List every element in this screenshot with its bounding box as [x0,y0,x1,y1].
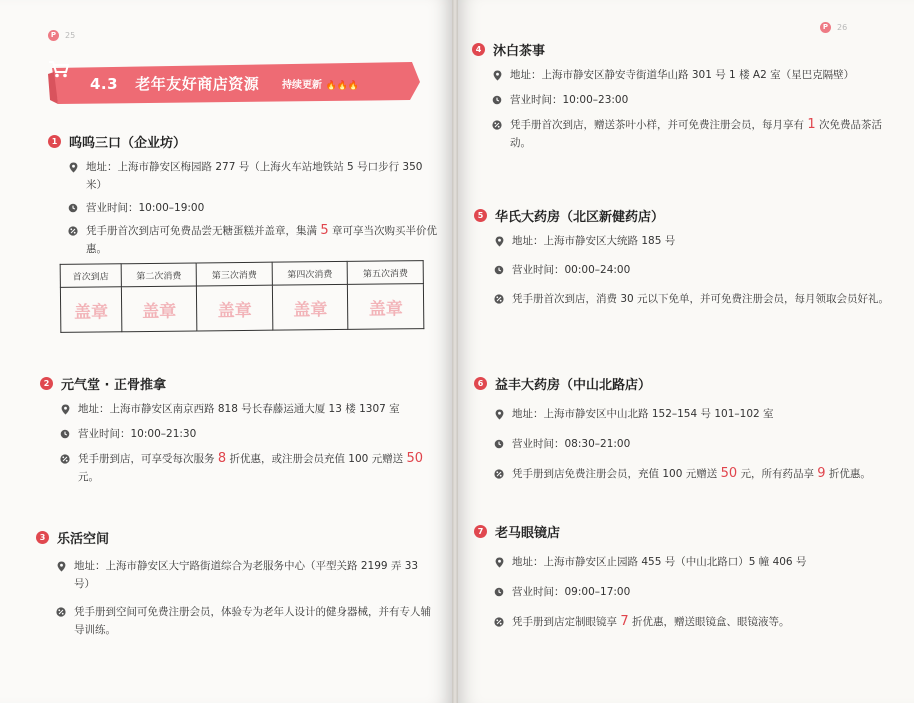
shop-1 [48,132,438,258]
offer-icon [494,469,504,479]
shop-address: 地址：上海市静安区大宁路街道综合为老服务中心（平型关路 2199 弄 33 号） [74,560,419,590]
offer-icon [56,607,66,617]
offer-icon [68,226,78,236]
shop-name: 益丰大药房（中山北路店） [495,378,652,393]
shop-name: 乐活空间 [57,532,110,547]
cart-icon [48,60,70,78]
stamp-cell: 盖章 [121,286,197,332]
shop-name: 呜呜三口（企业坊） [69,136,187,151]
stamp-header: 第三次消费 [196,262,272,286]
shop-offer: 凭手册首次到店，消费 30 元以下免单，并可免费注册会员，每月领取会员好礼。 [512,293,890,305]
page-logo-icon: P [48,30,59,41]
shop-offer: 凭手册到店定制眼镜享 7 折优惠，赠送眼镜盒、眼镜液等。 [512,614,790,629]
page-number-left: P 25 [48,30,75,41]
offer-icon [494,294,504,304]
shop-hours: 营业时间：08:30–21:00 [512,438,631,450]
shop-7 [474,522,894,631]
stamp-header: 第二次消费 [121,263,197,287]
shop-hours: 营业时间：00:00–24:00 [512,264,631,276]
shop-name: 元气堂 · 正骨推拿 [61,378,166,393]
shop-offer: 凭手册到店，可享受每次服务 8 折优惠，或注册会员充值 100 元赠送 50 元。 [78,451,424,483]
shop-number-badge: 1 [48,135,61,148]
clock-icon [494,439,504,449]
shop-address: 地址：上海市静安区梅园路 277 号（上海火车站地铁站 5 号口步行 350 米） [86,161,423,191]
section-banner [48,60,420,106]
pin-icon [492,70,502,80]
pin-icon [56,561,66,571]
shop-address: 地址：上海市静安区大统路 185 号 [512,235,676,247]
stamp-cell: 盖章 [60,287,121,333]
shop-hours: 营业时间：10:00–23:00 [510,94,629,106]
section-title: 4.3 老年友好商店资源 [90,75,260,93]
shop-name: 华氏大药房（北区新健药店） [495,210,665,225]
shop-number-badge: 3 [36,531,49,544]
clock-icon [492,95,502,105]
shop-address: 地址：上海市静安区静安寺街道华山路 301 号 1 楼 A2 室（星巴克隔壁） [510,69,855,81]
shop-number-badge: 2 [40,377,53,390]
shop-2 [40,374,436,486]
shop-address: 地址：上海市静安区南京西路 818 号长春藤运通大厦 13 楼 1307 室 [78,403,400,415]
shop-address: 地址：上海市静安区止园路 455 号（中山北路口）5 幢 406 号 [512,556,807,568]
page-number-right: P 26 [820,22,847,33]
pin-icon [494,557,504,567]
shop-number-badge: 5 [474,209,487,222]
page-logo-icon: P [820,22,831,33]
offer-icon [60,454,70,464]
shop-number-badge: 7 [474,525,487,538]
shop-3 [36,528,436,639]
clock-icon [60,429,70,439]
stamp-cell: 盖章 [348,284,424,330]
stamp-header: 首次到店 [60,264,121,288]
stamp-cell: 盖章 [197,285,273,331]
shop-6 [474,374,894,483]
pin-icon [60,404,70,414]
clock-icon [494,265,504,275]
pin-icon [494,409,504,419]
clock-icon [494,587,504,597]
stamp-header: 第四次消费 [272,261,348,285]
shop-name: 老马眼镜店 [495,526,561,541]
shop-number-badge: 4 [472,43,485,56]
shop-address: 地址：上海市静安区中山北路 152–154 号 101–102 室 [512,408,774,420]
shop-offer: 凭手册首次到店，赠送茶叶小样，并可免费注册会员，每月享有 1 次免费品茶活动。 [510,117,882,149]
flame-icon: 🔥🔥🔥 [325,81,360,91]
stamp-card-table [60,260,425,333]
shop-offer: 凭手册到空间可免费注册会员，体验专为老年人设计的健身器械，并有专人辅导训练。 [74,606,431,636]
shop-hours: 营业时间：09:00–17:00 [512,586,631,598]
update-tag: 持续更新 🔥🔥🔥 [282,80,360,91]
pin-icon [68,162,78,172]
right-page [458,0,914,703]
shop-offer: 凭手册首次到店可免费品尝无糖蛋糕并盖章，集满 5 章可享当次购买半价优惠。 [86,223,437,255]
shop-offer: 凭手册到店免费注册会员，充值 100 元赠送 50 元，所有药品享 9 折优惠。 [512,466,871,481]
shop-name: 沐白茶事 [493,44,546,59]
shop-hours: 营业时间：10:00–19:00 [86,202,205,214]
offer-icon [494,617,504,627]
offer-icon [492,120,502,130]
shop-4 [472,40,892,152]
shop-number-badge: 6 [474,377,487,390]
clock-icon [68,203,78,213]
pin-icon [494,236,504,246]
shop-5 [474,206,894,308]
stamp-cell: 盖章 [272,284,348,330]
stamp-header: 第五次消费 [348,261,424,285]
shop-hours: 营业时间：10:00–21:30 [78,428,197,440]
left-page [0,0,452,703]
